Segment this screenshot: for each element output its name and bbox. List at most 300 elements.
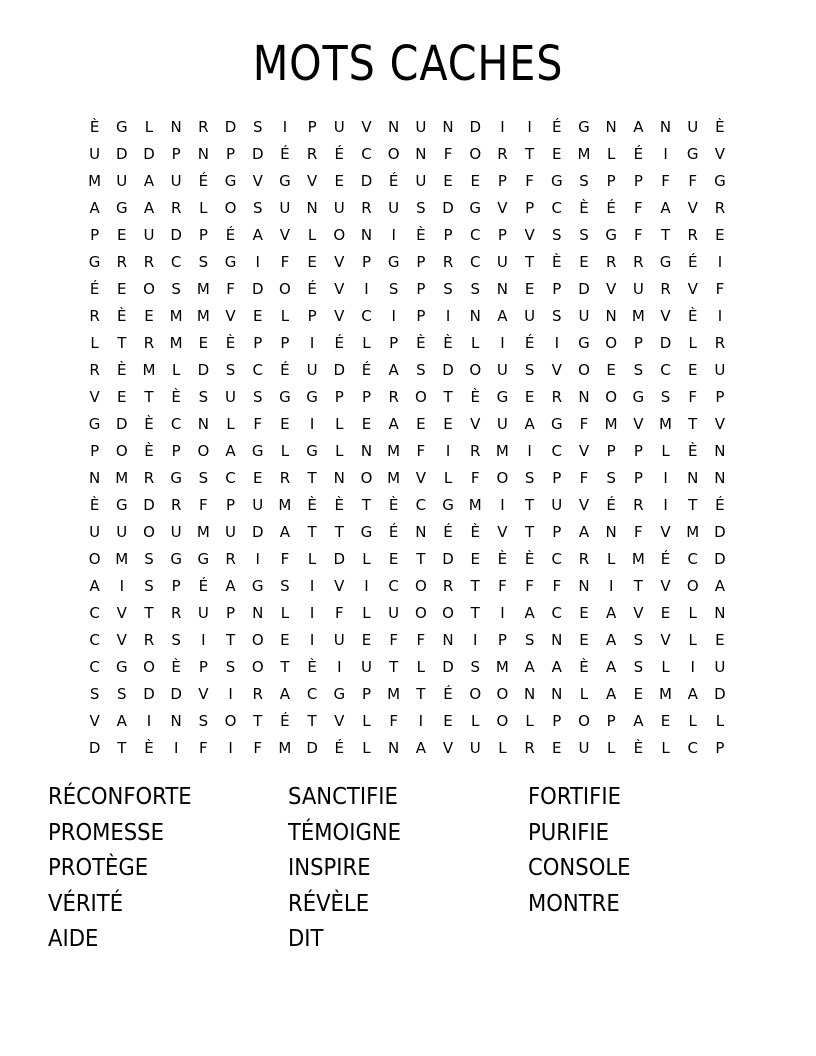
grid-cell[interactable]: E [361,631,372,649]
grid-cell[interactable]: U [469,739,481,757]
grid-cell[interactable]: O [496,712,509,730]
grid-cell[interactable]: E [552,739,562,757]
grid-cell[interactable]: F [334,604,344,622]
grid-cell[interactable]: S [524,469,535,487]
grid-cell[interactable]: L [335,442,344,460]
grid-cell[interactable]: È [579,658,589,676]
grid-cell[interactable]: U [578,307,590,325]
grid-cell[interactable]: R [279,469,291,487]
grid-cell[interactable]: É [89,280,100,298]
grid-cell[interactable]: D [197,361,210,379]
grid-cell[interactable]: S [416,361,426,379]
grid-cell[interactable]: I [663,469,668,487]
grid-cell[interactable]: E [307,253,317,271]
grid-cell[interactable]: F [715,280,725,298]
grid-cell[interactable]: N [578,388,590,406]
grid-cell[interactable]: L [90,334,99,352]
grid-cell[interactable]: R [578,550,590,568]
grid-cell[interactable]: N [360,226,373,244]
grid-cell[interactable]: I [717,307,723,325]
grid-cell[interactable]: A [279,685,291,703]
grid-cell[interactable]: A [225,442,236,460]
grid-cell[interactable]: S [606,469,616,487]
grid-cell[interactable]: P [497,226,507,244]
grid-cell[interactable]: P [443,226,453,244]
grid-cell[interactable]: D [360,172,373,190]
grid-cell[interactable]: S [198,712,209,730]
grid-cell[interactable]: D [143,496,155,514]
grid-cell[interactable]: N [551,685,563,703]
grid-cell[interactable]: U [89,145,101,163]
grid-cell[interactable]: N [252,604,264,622]
grid-cell[interactable]: E [715,226,725,244]
grid-cell[interactable]: A [143,172,155,190]
grid-cell[interactable]: T [525,523,535,541]
grid-cell[interactable]: F [498,577,507,595]
grid-cell[interactable]: A [388,361,399,379]
grid-cell[interactable]: F [688,388,698,406]
grid-cell[interactable]: R [605,253,617,271]
grid-cell[interactable]: A [252,226,263,244]
grid-cell[interactable]: L [688,631,697,649]
grid-cell[interactable]: R [89,361,100,379]
grid-cell[interactable]: N [388,739,400,757]
grid-cell[interactable]: I [500,118,505,136]
grid-cell[interactable]: P [497,631,507,649]
grid-cell[interactable]: T [470,577,480,595]
grid-cell[interactable]: I [391,307,396,325]
grid-cell[interactable]: G [714,172,726,190]
grid-cell[interactable]: L [171,361,181,379]
grid-cell[interactable]: O [224,712,237,730]
grid-cell[interactable]: P [606,442,616,460]
grid-cell[interactable]: L [443,469,453,487]
grid-cell[interactable]: M [686,523,700,541]
grid-cell[interactable]: N [388,118,400,136]
grid-cell[interactable]: R [442,253,454,271]
grid-cell[interactable]: O [496,685,509,703]
grid-cell[interactable]: D [442,361,454,379]
grid-cell[interactable]: P [715,388,725,406]
grid-cell[interactable]: U [170,172,182,190]
grid-cell[interactable]: I [255,550,260,568]
grid-cell[interactable]: G [632,388,645,406]
grid-cell[interactable]: E [252,307,263,325]
grid-cell[interactable]: N [496,280,509,298]
grid-cell[interactable]: R [687,226,698,244]
grid-cell[interactable]: E [198,334,209,352]
grid-cell[interactable]: U [333,118,345,136]
grid-cell[interactable]: U [496,253,508,271]
grid-cell[interactable]: F [525,172,534,190]
grid-cell[interactable]: A [89,577,100,595]
grid-cell[interactable]: A [578,523,590,541]
grid-cell[interactable]: R [524,739,535,757]
grid-cell[interactable]: G [279,388,291,406]
grid-cell[interactable]: É [687,253,698,271]
grid-cell[interactable]: D [714,550,726,568]
grid-cell[interactable]: R [633,253,644,271]
grid-cell[interactable]: G [550,415,563,433]
grid-cell[interactable]: T [688,415,698,433]
grid-cell[interactable]: O [605,388,618,406]
grid-cell[interactable]: D [88,739,101,757]
grid-cell[interactable]: S [198,253,209,271]
grid-cell[interactable]: S [225,361,236,379]
grid-cell[interactable]: P [226,496,236,514]
grid-cell[interactable]: E [252,469,263,487]
grid-cell[interactable]: È [171,658,181,676]
grid-cell[interactable]: T [443,388,453,406]
grid-cell[interactable]: È [144,739,154,757]
grid-cell[interactable]: N [415,145,427,163]
grid-cell[interactable]: G [496,388,509,406]
grid-cell[interactable]: I [309,415,315,433]
grid-cell[interactable]: P [90,226,100,244]
grid-cell[interactable]: G [224,172,237,190]
grid-cell[interactable]: C [660,361,671,379]
grid-cell[interactable]: C [551,199,563,217]
grid-cell[interactable]: G [306,442,318,460]
grid-cell[interactable]: N [197,145,209,163]
grid-cell[interactable]: T [280,658,290,676]
grid-cell[interactable]: O [686,577,699,595]
grid-cell[interactable]: N [88,469,101,487]
grid-cell[interactable]: G [224,253,237,271]
grid-cell[interactable]: G [333,685,346,703]
grid-cell[interactable]: T [225,631,236,649]
grid-cell[interactable]: R [660,280,671,298]
grid-cell[interactable]: É [361,361,372,379]
grid-cell[interactable]: O [279,280,291,298]
grid-cell[interactable]: C [687,550,698,568]
grid-cell[interactable]: N [442,118,454,136]
grid-cell[interactable]: É [280,712,290,730]
grid-cell[interactable]: O [333,226,346,244]
grid-cell[interactable]: P [171,145,181,163]
grid-cell[interactable]: T [525,253,535,271]
grid-cell[interactable]: V [660,523,671,541]
grid-cell[interactable]: F [634,199,643,217]
grid-cell[interactable]: U [415,172,427,190]
grid-cell[interactable]: E [660,604,671,622]
grid-cell[interactable]: O [387,145,400,163]
grid-cell[interactable]: É [280,145,290,163]
grid-cell[interactable]: È [416,334,426,352]
grid-cell[interactable]: U [578,739,590,757]
grid-cell[interactable]: P [361,685,371,703]
grid-cell[interactable]: I [690,658,695,676]
grid-cell[interactable]: F [389,712,398,730]
grid-cell[interactable]: S [171,631,181,649]
grid-cell[interactable]: I [500,334,505,352]
grid-cell[interactable]: V [687,199,698,217]
grid-cell[interactable]: R [170,199,182,217]
grid-cell[interactable]: S [524,631,535,649]
grid-cell[interactable]: U [116,172,128,190]
grid-cell[interactable]: G [686,145,699,163]
grid-cell[interactable]: T [253,712,263,730]
grid-cell[interactable]: G [115,496,128,514]
grid-cell[interactable]: E [552,145,562,163]
grid-cell[interactable]: T [334,523,344,541]
grid-cell[interactable]: P [715,739,725,757]
grid-cell[interactable]: O [578,712,590,730]
grid-cell[interactable]: É [334,739,345,757]
grid-cell[interactable]: F [470,469,480,487]
grid-cell[interactable]: C [252,361,263,379]
grid-cell[interactable]: S [252,388,263,406]
grid-cell[interactable]: É [606,199,616,217]
grid-cell[interactable]: U [225,523,237,541]
grid-cell[interactable]: P [633,334,643,352]
grid-cell[interactable]: È [715,118,725,136]
grid-cell[interactable]: F [579,415,589,433]
grid-cell[interactable]: V [279,226,291,244]
grid-cell[interactable]: T [688,496,698,514]
grid-cell[interactable]: G [442,496,454,514]
grid-cell[interactable]: V [89,712,100,730]
grid-cell[interactable]: C [469,226,481,244]
grid-cell[interactable]: S [171,280,181,298]
grid-cell[interactable]: I [500,604,505,622]
grid-cell[interactable]: N [442,631,454,649]
grid-cell[interactable]: L [661,739,670,757]
grid-cell[interactable]: N [170,118,182,136]
grid-cell[interactable]: É [715,496,725,514]
grid-cell[interactable]: A [279,523,291,541]
grid-cell[interactable]: E [660,712,671,730]
grid-cell[interactable]: D [659,334,672,352]
grid-cell[interactable]: F [416,442,426,460]
grid-cell[interactable]: É [198,577,209,595]
grid-cell[interactable]: L [606,145,616,163]
grid-cell[interactable]: L [199,199,208,217]
grid-cell[interactable]: G [550,172,563,190]
grid-cell[interactable]: L [144,118,154,136]
grid-cell[interactable]: N [605,307,617,325]
grid-cell[interactable]: P [253,334,263,352]
grid-cell[interactable]: È [307,658,317,676]
grid-cell[interactable]: U [496,361,508,379]
grid-cell[interactable]: U [333,199,345,217]
grid-cell[interactable]: R [470,442,481,460]
grid-cell[interactable]: I [173,739,179,757]
grid-cell[interactable]: M [115,550,129,568]
grid-cell[interactable]: G [279,172,291,190]
grid-cell[interactable]: O [143,523,155,541]
grid-cell[interactable]: F [389,631,398,649]
grid-cell[interactable]: M [495,658,509,676]
grid-cell[interactable]: V [578,442,590,460]
grid-cell[interactable]: M [142,361,156,379]
grid-cell[interactable]: L [307,550,317,568]
grid-cell[interactable]: V [116,631,127,649]
grid-cell[interactable]: È [552,253,562,271]
grid-cell[interactable]: R [143,253,155,271]
grid-cell[interactable]: I [309,631,315,649]
grid-cell[interactable]: C [469,253,481,271]
grid-cell[interactable]: U [632,280,644,298]
grid-cell[interactable]: U [687,118,699,136]
grid-cell[interactable]: D [251,523,264,541]
grid-cell[interactable]: M [631,307,645,325]
grid-cell[interactable]: G [115,658,128,676]
grid-cell[interactable]: L [416,658,426,676]
grid-cell[interactable]: N [415,523,427,541]
grid-cell[interactable]: E [606,361,616,379]
grid-cell[interactable]: M [387,469,401,487]
grid-cell[interactable]: E [524,280,535,298]
grid-cell[interactable]: I [554,334,559,352]
grid-cell[interactable]: L [661,658,670,676]
grid-cell[interactable]: I [337,658,342,676]
grid-cell[interactable]: P [606,172,616,190]
grid-cell[interactable]: V [660,577,671,595]
grid-cell[interactable]: L [226,415,235,433]
grid-cell[interactable]: C [551,442,563,460]
grid-cell[interactable]: A [633,118,644,136]
grid-cell[interactable]: P [361,253,371,271]
grid-cell[interactable]: F [280,253,290,271]
grid-cell[interactable]: R [89,307,100,325]
grid-cell[interactable]: I [391,226,396,244]
grid-cell[interactable]: S [660,388,671,406]
grid-cell[interactable]: V [334,712,345,730]
grid-cell[interactable]: N [170,712,182,730]
grid-cell[interactable]: D [714,523,726,541]
grid-cell[interactable]: T [361,496,372,514]
grid-cell[interactable]: C [89,604,100,622]
grid-cell[interactable]: U [279,199,291,217]
grid-cell[interactable]: D [578,280,590,298]
grid-cell[interactable]: È [443,334,453,352]
grid-cell[interactable]: P [416,253,426,271]
grid-cell[interactable]: P [416,280,426,298]
grid-cell[interactable]: É [633,145,644,163]
grid-cell[interactable]: N [469,307,481,325]
grid-cell[interactable]: P [389,334,399,352]
grid-cell[interactable]: L [606,550,616,568]
grid-cell[interactable]: N [605,523,617,541]
grid-cell[interactable]: È [633,739,644,757]
grid-cell[interactable]: D [442,658,454,676]
grid-cell[interactable]: S [416,199,426,217]
grid-cell[interactable]: U [360,658,372,676]
grid-cell[interactable]: F [579,469,589,487]
grid-cell[interactable]: S [470,280,480,298]
grid-cell[interactable]: É [443,685,453,703]
grid-cell[interactable]: V [116,604,127,622]
grid-cell[interactable]: P [280,334,290,352]
grid-cell[interactable]: N [714,469,726,487]
grid-cell[interactable]: N [551,631,563,649]
grid-cell[interactable]: D [469,118,481,136]
grid-cell[interactable]: V [334,280,345,298]
grid-cell[interactable]: F [688,172,698,190]
grid-cell[interactable]: V [470,415,481,433]
grid-cell[interactable]: V [551,361,562,379]
grid-cell[interactable]: G [197,550,210,568]
grid-cell[interactable]: V [415,469,426,487]
grid-cell[interactable]: O [251,631,264,649]
grid-cell[interactable]: F [199,496,208,514]
grid-cell[interactable]: I [527,118,532,136]
grid-cell[interactable]: L [715,712,725,730]
grid-cell[interactable]: L [661,442,670,460]
grid-cell[interactable]: N [360,442,373,460]
grid-cell[interactable]: G [251,442,264,460]
grid-cell[interactable]: R [714,334,726,352]
grid-cell[interactable]: V [687,280,698,298]
grid-cell[interactable]: L [335,415,344,433]
grid-cell[interactable]: S [552,307,562,325]
grid-cell[interactable]: G [578,118,590,136]
grid-cell[interactable]: N [687,469,699,487]
grid-cell[interactable]: G [578,334,590,352]
grid-cell[interactable]: E [579,631,589,649]
grid-cell[interactable]: É [388,172,399,190]
grid-cell[interactable]: P [171,442,181,460]
grid-cell[interactable]: T [470,604,480,622]
grid-cell[interactable]: I [445,307,451,325]
grid-cell[interactable]: U [306,361,318,379]
grid-cell[interactable]: F [661,172,670,190]
grid-cell[interactable]: I [717,253,723,271]
grid-cell[interactable]: I [228,739,233,757]
grid-cell[interactable]: É [660,550,671,568]
grid-cell[interactable]: V [497,523,508,541]
grid-cell[interactable]: G [170,469,182,487]
grid-cell[interactable]: M [88,172,102,190]
grid-cell[interactable]: A [497,307,508,325]
grid-cell[interactable]: È [89,496,100,514]
grid-cell[interactable]: A [606,685,617,703]
grid-cell[interactable]: U [551,496,563,514]
grid-cell[interactable]: P [633,442,643,460]
grid-cell[interactable]: P [552,469,562,487]
grid-cell[interactable]: L [362,334,371,352]
grid-cell[interactable]: R [225,550,236,568]
grid-cell[interactable]: I [146,712,152,730]
grid-cell[interactable]: T [307,469,317,487]
grid-cell[interactable]: P [90,442,100,460]
grid-cell[interactable]: È [524,550,535,568]
grid-cell[interactable]: O [143,658,155,676]
grid-cell[interactable]: F [280,550,290,568]
grid-cell[interactable]: E [361,415,372,433]
grid-cell[interactable]: P [307,118,317,136]
grid-cell[interactable]: L [688,334,697,352]
grid-cell[interactable]: E [470,172,480,190]
grid-cell[interactable]: P [525,199,535,217]
grid-cell[interactable]: L [362,550,371,568]
grid-cell[interactable]: È [144,415,154,433]
grid-cell[interactable]: O [251,658,264,676]
grid-cell[interactable]: È [470,388,480,406]
grid-cell[interactable]: A [143,199,155,217]
grid-cell[interactable]: É [198,172,209,190]
grid-cell[interactable]: L [471,712,480,730]
grid-cell[interactable]: I [663,496,668,514]
grid-cell[interactable]: I [201,631,206,649]
grid-cell[interactable]: A [660,199,671,217]
grid-cell[interactable]: C [170,415,182,433]
grid-cell[interactable]: S [144,577,154,595]
grid-cell[interactable]: G [360,523,373,541]
grid-cell[interactable]: È [497,550,508,568]
grid-cell[interactable]: M [659,685,672,703]
